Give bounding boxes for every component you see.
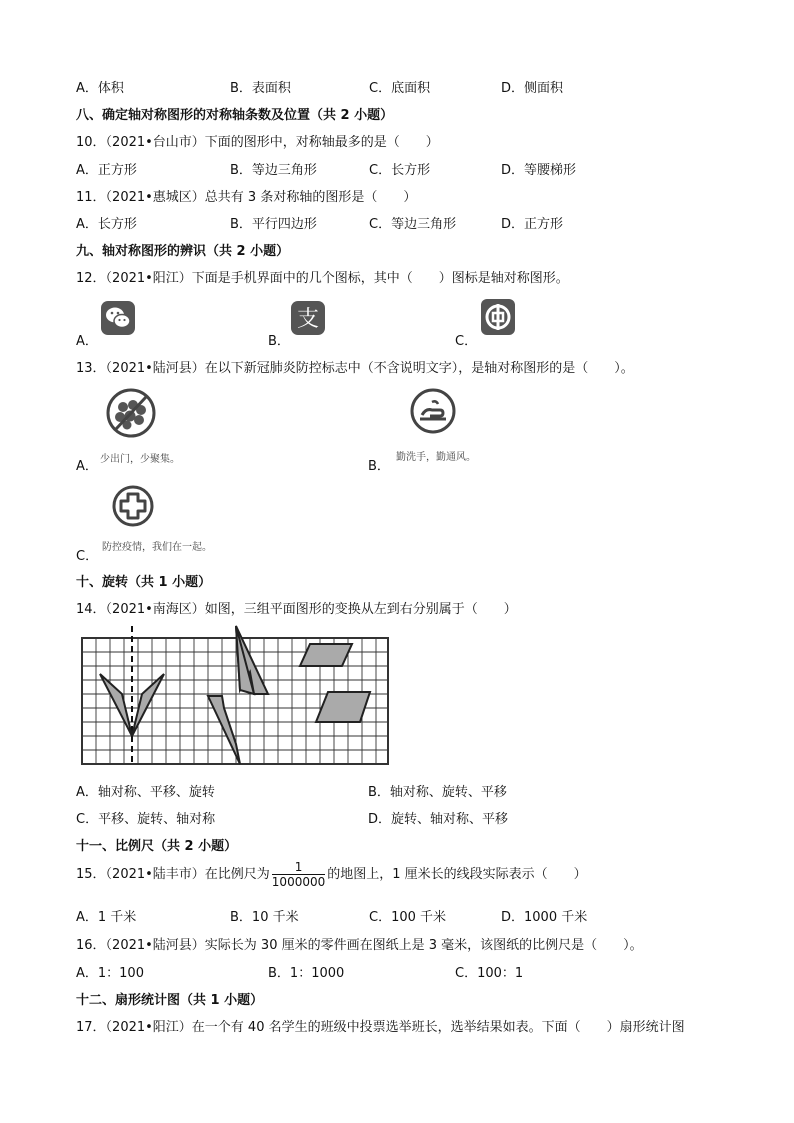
q11-option-d: D．正方形 [501,217,564,232]
alipay-glyph: 支 [296,307,320,332]
q14-option-c: C．平移、旋转、轴对称 [76,812,216,827]
wechat-app-icon [100,300,136,340]
q11-option-a: A．长方形 [76,217,137,232]
q13-label-b: B． [368,459,390,474]
section-11-heading: 十一、比例尺（共 2 小题） [76,839,238,854]
q13-caption-a: 少出门，少聚集。 [100,454,180,465]
q15-option-a: A．1 千米 [76,910,137,925]
q9-option-c: C．底面积 [369,81,431,96]
q15-option-d: D．1000 千米 [501,910,588,925]
q15-stem-after: 的地图上，1 厘米长的线段实际表示（ ） [327,867,587,882]
transformation-grid-figure [80,624,390,770]
section-9-heading: 九、轴对称图形的辨识（共 2 小题） [76,244,290,259]
q16-option-b: B．1：1000 [268,966,345,981]
q16-option-a: A．1：100 [76,966,144,981]
scale-fraction [272,860,325,889]
section-12-heading: 十二、扇形统计图（共 1 小题） [76,993,264,1008]
q12-label-b: B． [268,334,290,349]
q10-option-c: C．长方形 [369,163,431,178]
q9-option-a: A．体积 [76,81,124,96]
fraction-numerator: 1 [272,860,325,875]
unity-cross-icon [112,485,154,531]
q15-option-c: C．100 千米 [369,910,447,925]
q10-option-a: A．正方形 [76,163,137,178]
q13-caption-c: 防控疫情，我们在一起。 [102,542,212,553]
q10-option-d: D．等腰梯形 [501,163,577,178]
q12-label-c: C． [455,334,478,349]
q13-label-c: C． [76,549,99,564]
q11-option-c: C．等边三角形 [369,217,457,232]
q13-caption-b: 勤洗手，勤通风。 [396,452,476,463]
fraction-denominator: 1000000 [271,875,326,889]
q13-stem: 13．（2021•陆河县）在以下新冠肺炎防控标志中（不含说明文字），是轴对称图形的是（ ）。 [76,361,634,376]
section-8-heading: 八、确定轴对称图形的对称轴条数及位置（共 2 小题） [76,108,394,123]
q11-stem: 11．（2021•惠城区）总共有 3 条对称轴的图形是（ ） [76,190,417,205]
q10-option-b: B．等边三角形 [230,163,317,178]
q12-label-a: A． [76,334,98,349]
q9-option-d: D．侧面积 [501,81,564,96]
q14-option-b: B．轴对称、旋转、平移 [368,785,507,800]
q12-stem: 12．（2021•阳江）下面是手机界面中的几个图标，其中（ ）图标是轴对称图形。 [76,271,569,286]
q14-option-a: A．轴对称、平移、旋转 [76,785,215,800]
q14-stem: 14．（2021•南海区）如图，三组平面图形的变换从左到右分别属于（ ） [76,602,517,617]
alipay-app-icon [290,300,326,340]
section-10-heading: 十、旋转（共 1 小题） [76,575,212,590]
q13-label-a: A． [76,459,98,474]
q15-option-b: B．10 千米 [230,910,299,925]
q16-stem: 16．（2021•陆河县）实际长为 30 厘米的零件画在图纸上是 3 毫米，该图纸的比例尺是（ ）。 [76,938,643,953]
q17-stem: 17．（2021•阳江）在一个有 40 名学生的班级中投票选举班长，选举结果如表。下面（ ）扇形统计图 [76,1020,685,1035]
bank-app-icon [480,298,516,340]
q15-stem [76,860,587,889]
q15-stem-before: 15．（2021•陆丰市）在比例尺为 [76,867,270,882]
q9-option-b: B．表面积 [230,81,291,96]
q10-stem: 10．（2021•台山市）下面的图形中，对称轴最多的是（ ） [76,135,439,150]
q16-option-c: C．100：1 [455,966,524,981]
q14-option-d: D．旋转、轴对称、平移 [368,812,509,827]
hand-washing-icon [410,388,456,438]
q11-option-b: B．平行四边形 [230,217,317,232]
crowd-prohibited-icon [106,388,156,442]
